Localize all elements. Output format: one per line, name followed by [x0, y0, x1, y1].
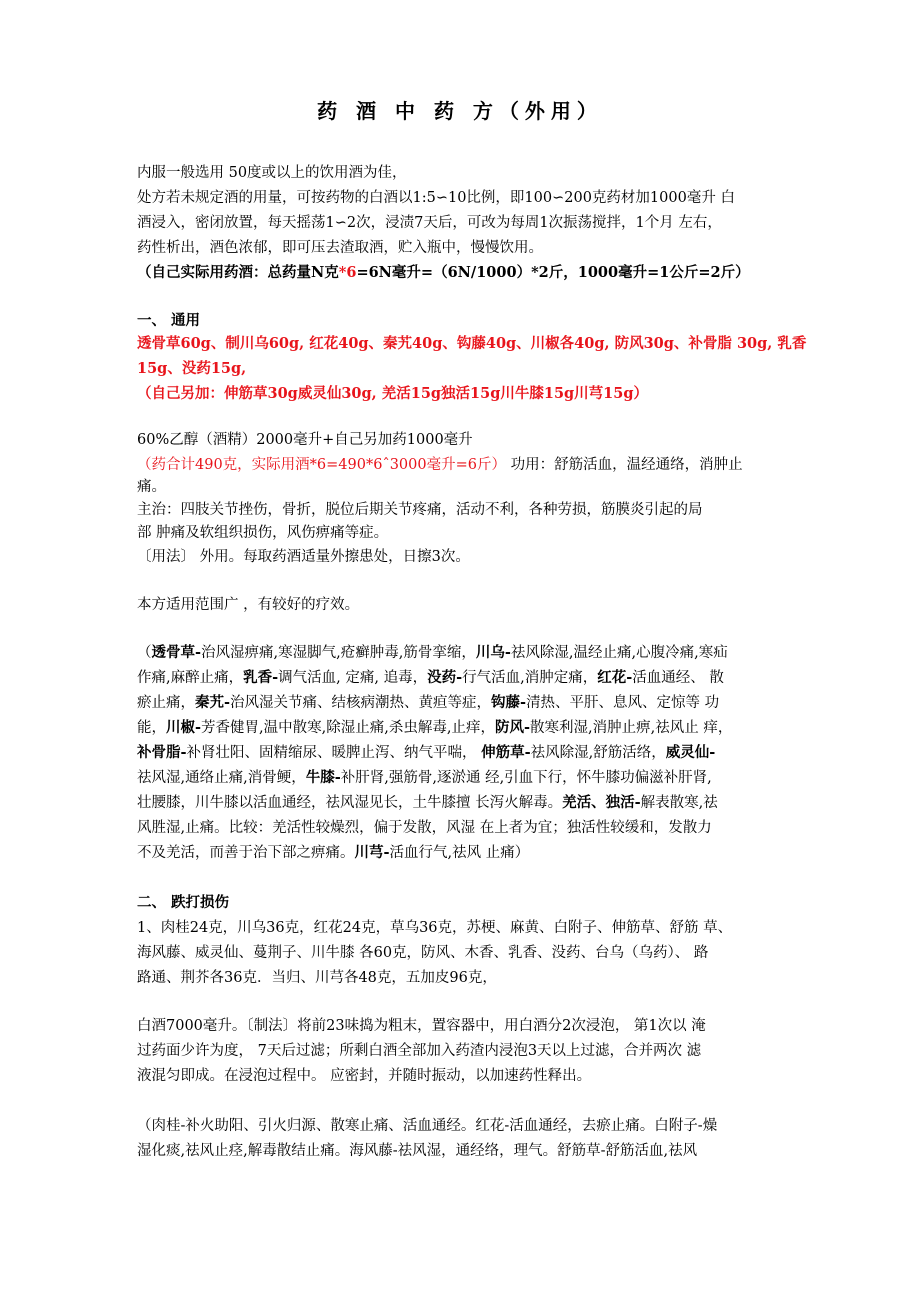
- text: 补肝肾,强筋骨,逐淤通 经,引血下行，怀牛膝功偏滋补肝肾,: [340, 770, 712, 786]
- section-2-recipe-line-2: 海风藤、威灵仙、蔓荆子、川牛膝 各60克，防风、木香、乳香、没药、台乌（乌药）、 路: [137, 945, 709, 961]
- herb-name: 威灵仙-: [665, 744, 716, 761]
- herb-notes-line-4: [137, 717, 732, 739]
- text: 不及羌活，而善于治下部之痹痛。: [137, 845, 355, 861]
- section-2-method-line-3: 液混匀即成。在浸泡过程中。 应密封，并随时振动，以加速药性释出。: [137, 1068, 592, 1084]
- herb-notes-line-7: [137, 792, 718, 814]
- herb-name: 川芎-: [354, 844, 390, 861]
- herb-name: 牛膝-: [305, 769, 341, 786]
- herb-name: 秦艽-: [195, 694, 231, 711]
- herb-notes-line-1: [137, 642, 728, 664]
- herb-notes-line-5: [137, 742, 715, 764]
- herb-name: 川乌-: [475, 644, 511, 661]
- intro-line-4: 药性析出，酒色浓郁，即可压去渣取酒，贮入瓶中，慢慢饮用。: [137, 240, 543, 256]
- intro-note-line: [137, 262, 750, 284]
- intro-line-1: 内服一般选用 50度或以上的饮用酒为佳，: [137, 165, 407, 181]
- section-1-effect-cont: 痛。: [137, 479, 166, 495]
- intro-line-2: 处方若未规定酒的用量，可按药物的白酒以1:5∽10比例，即100∽200克药材加1000毫升 白: [137, 190, 735, 206]
- intro-note-part-2: =6N毫升=（6N/1000）*2斤，1000毫升=1公斤=2斤）: [356, 264, 750, 281]
- text: 瘀止痛，: [137, 695, 195, 711]
- intro-note-multiplier: *6: [338, 264, 357, 281]
- section-1-scope: 本方适用范围广 ，有较好的疗效。: [137, 597, 360, 613]
- text: 作痛,麻醉止痛，: [137, 670, 244, 686]
- section-2-method-line-2: 过药面少许为度， 7天后过滤；所剩白酒全部加入药渣内浸泡3天以上过滤，合并两次 滤: [137, 1043, 702, 1059]
- herb-notes-line-2: [137, 667, 724, 689]
- text: 行气活血,消肿定痛，: [462, 670, 598, 686]
- section-2-notes-line-1: （肉桂-补火助阳、引火归源、散寒止痛、活血通经。红花-活血通经，去瘀止痛。白附子-燥: [137, 1118, 718, 1134]
- herb-name: 羌活、独活-: [562, 794, 641, 811]
- section-1-calc: （药合计490克，实际用酒*6=490*6ˆ3000毫升=6斤）: [137, 457, 506, 473]
- text: 能，: [137, 720, 166, 736]
- herb-notes-line-6: [137, 767, 712, 789]
- text: 清热、平肝、息风、定惊等 功: [526, 695, 720, 711]
- section-2-method-line-1: 白酒7000毫升。〔制法〕将前23味捣为粗末，置容器中，用白酒分2次浸泡， 第1次以 淹: [137, 1018, 706, 1034]
- herb-name: 没药-: [427, 669, 463, 686]
- text: 芳香健胃,温中散寒,除湿止痛,杀虫解毒,止痒，: [201, 720, 495, 736]
- herb-name: 川椒-: [166, 719, 202, 736]
- section-2-recipe-line-3: 路通、荆芥各36克．当归、川芎各48克，五加皮96克，: [137, 970, 497, 986]
- section-2-heading: 二、 跌打损伤: [137, 894, 230, 911]
- herb-notes-line-8: [137, 817, 712, 839]
- text: 治风湿关节痛、结核病潮热、黄疸等症，: [230, 695, 492, 711]
- text: 壮腰膝，川牛膝以活血通经，祛风湿见长，土牛膝擅 长泻火解毒。: [137, 795, 563, 811]
- section-2-recipe-line-1: 1、肉桂24克，川乌36克，红花24克，草乌36克，苏梗、麻黄、白附子、伸筋草、舒筋 草、: [137, 920, 733, 936]
- section-1-usage: 〔用法〕 外用。每取药酒适量外擦患处，日擦3次。: [137, 549, 470, 565]
- text: （: [137, 645, 152, 661]
- intro-line-3: 酒浸入，密闭放置，每天摇荡1∽2次，浸渍7天后，可改为每周1次振荡搅拌，1个月 左右，: [137, 215, 722, 231]
- herb-name: 红花-: [597, 669, 633, 686]
- text: 风胜湿,止痛。比较：羌活性较燥烈，偏于发散，风湿 在上者为宜；独活性较缓和，发散力: [137, 820, 712, 836]
- herb-name: 伸筋草-: [481, 744, 531, 761]
- herb-name: 钩藤-: [491, 694, 527, 711]
- herb-name: 补骨脂-: [137, 744, 187, 761]
- section-1-effect: 功用：舒筋活血，温经通络，消肿止: [505, 457, 743, 473]
- section-1-herbs-line-1: 透骨草60g、制川乌60g, 红花40g、秦艽40g、钩藤40g、川椒各40g, 防风30g、补骨脂 30g, 乳香: [137, 335, 807, 352]
- section-1-alcohol: 60%乙醇（酒精）2000毫升+自己另加药1000毫升: [137, 432, 473, 448]
- herb-notes-line-3: [137, 692, 719, 714]
- herb-notes-line-9: [137, 842, 529, 864]
- text: 治风湿痹痛,寒湿脚气,疮癣肿毒,筋骨挛缩，: [201, 645, 476, 661]
- text: 调气活血, 定痛, 追毒，: [278, 670, 428, 686]
- herb-name: 防风-: [494, 719, 530, 736]
- text: 祛风除湿,舒筋活络，: [530, 745, 666, 761]
- section-1-extra-herbs: （自己另加：伸筋草30g威灵仙30g, 羌活15g独活15g川牛膝15g川芎15g）: [137, 385, 648, 402]
- intro-note-part-1: （自己实际用药酒：总药量N克: [137, 264, 339, 281]
- text: 解表散寒,祛: [640, 795, 718, 811]
- section-2-notes-line-2: 湿化痰,祛风止痉,解毒散结止痛。海风藤-祛风湿，通经络，理气。舒筋草-舒筋活血,祛风: [137, 1143, 698, 1159]
- text: 祛风除湿,温经止痛,心腹冷痛,寒疝: [510, 645, 728, 661]
- section-1-indication-2: 部 肿痛及软组织损伤，风伤痹痛等症。: [137, 525, 389, 541]
- herb-name: 乳香-: [243, 669, 279, 686]
- section-1-heading: 一、 通用: [137, 312, 201, 329]
- section-1-indication-1: 主治：四肢关节挫伤，骨折，脱位后期关节疼痛，活动不利，各种劳损，筋膜炎引起的局: [137, 502, 703, 518]
- text: 活血通经、 散: [632, 670, 724, 686]
- section-1-herbs-line-2: 15g、没药15g,: [137, 360, 247, 377]
- text: 补肾壮阳、固精缩尿、暖脾止泻、纳气平喘，: [186, 745, 482, 761]
- herb-name: 透骨草-: [151, 644, 202, 661]
- section-1-calc-effect-line: [137, 454, 743, 476]
- page-title: 药 酒 中 药 方（外用）: [317, 99, 603, 123]
- text: 散寒利湿,消肿止痹,祛风止 痒，: [530, 720, 733, 736]
- text: 祛风湿,通络止痛,消骨鲠，: [137, 770, 306, 786]
- text: 活血行气,祛风 止痛）: [389, 845, 530, 861]
